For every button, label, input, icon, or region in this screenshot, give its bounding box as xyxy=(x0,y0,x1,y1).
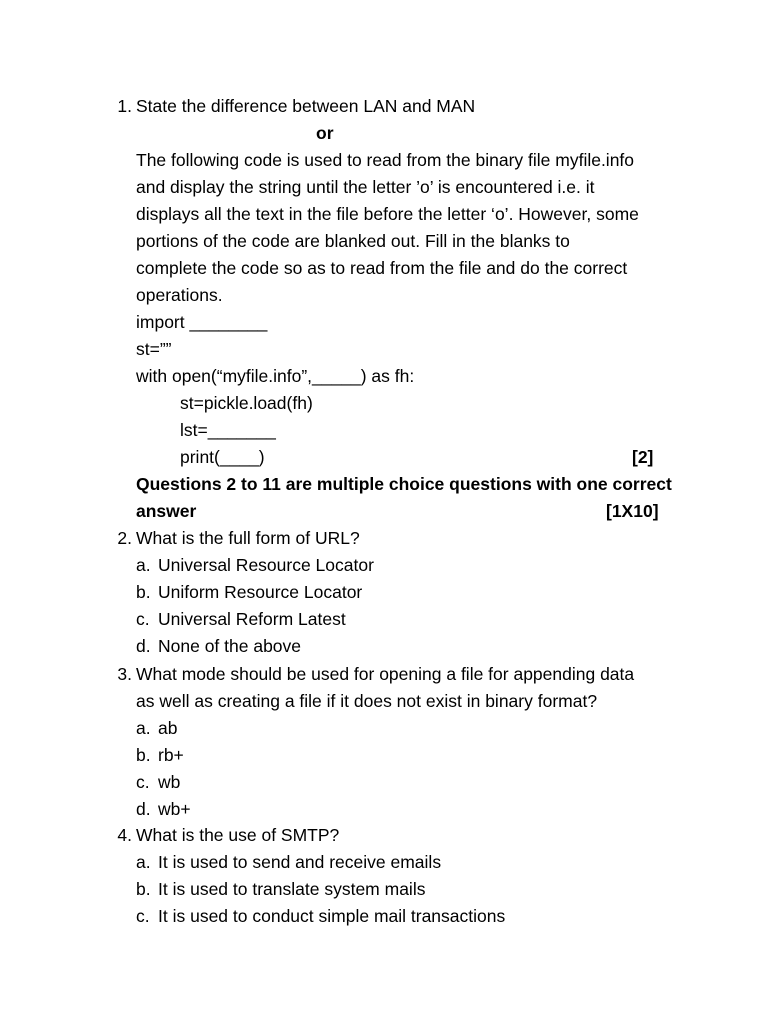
q3-question-line: as well as creating a file if it does not exist in binary format? xyxy=(136,691,598,711)
q1-code-line: import ________ xyxy=(136,312,268,332)
q1-marks: [2] xyxy=(632,447,654,467)
q1-code-line: print(____) xyxy=(180,447,265,467)
q4-option-text: It is used to translate system mails xyxy=(158,879,426,899)
q1-code-line: with open(“myfile.info”,_____) as fh: xyxy=(136,366,415,386)
q3-option-text: wb+ xyxy=(158,799,191,819)
q4-option-letter: c. xyxy=(136,906,150,926)
q1-code-line: st=pickle.load(fh) xyxy=(180,393,313,413)
mcq-header-line2: answer xyxy=(136,501,197,521)
q2-option-text: Universal Reform Latest xyxy=(158,609,346,629)
q3-option-letter: a. xyxy=(136,718,151,738)
q1-para-line: complete the code so as to read from the file and do the correct xyxy=(136,258,628,278)
q3-option-text: wb xyxy=(158,772,181,792)
q2-option-text: Uniform Resource Locator xyxy=(158,582,363,602)
q3-option-letter: c. xyxy=(136,772,150,792)
q2-option-text: Universal Resource Locator xyxy=(158,555,374,575)
q3-number: 3. xyxy=(117,664,132,684)
q1-number: 1. xyxy=(117,96,132,116)
q3-question-line: What mode should be used for opening a file for appending data xyxy=(136,664,635,684)
q4-number: 4. xyxy=(117,825,132,845)
q3-option-letter: d. xyxy=(136,799,151,819)
q3-option-letter: b. xyxy=(136,745,151,765)
q2-option-letter: b. xyxy=(136,582,151,602)
q2-number: 2. xyxy=(117,528,132,548)
q3-option-text: rb+ xyxy=(158,745,184,765)
q1-para-line: operations. xyxy=(136,285,223,305)
q1-para-line: displays all the text in the file before the letter ‘o’. However, some xyxy=(136,204,639,224)
q1-para-line: and display the string until the letter ’o’ is encountered i.e. it xyxy=(136,177,595,197)
q2-option-letter: d. xyxy=(136,636,151,656)
q1-para-line: portions of the code are blanked out. Fill in the blanks to xyxy=(136,231,570,251)
mcq-header-line1: Questions 2 to 11 are multiple choice questions with one correct xyxy=(136,474,672,494)
q2-option-text: None of the above xyxy=(158,636,302,656)
q1-code-line: st=”” xyxy=(136,339,172,359)
q4-option-letter: a. xyxy=(136,852,151,872)
q4-option-text: It is used to send and receive emails xyxy=(158,852,442,872)
q1-question: State the difference between LAN and MAN xyxy=(136,96,476,116)
q4-question: What is the use of SMTP? xyxy=(136,825,340,845)
q4-option-text: It is used to conduct simple mail transactions xyxy=(158,906,506,926)
q1-code-line: lst=_______ xyxy=(180,420,276,440)
q4-option-letter: b. xyxy=(136,879,151,899)
q2-option-letter: c. xyxy=(136,609,150,629)
q1-or: or xyxy=(316,123,334,143)
q3-option-text: ab xyxy=(158,718,178,738)
q1-para-line: The following code is used to read from the binary file myfile.info xyxy=(136,150,635,170)
mcq-header-marks: [1X10] xyxy=(606,501,659,521)
q2-option-letter: a. xyxy=(136,555,151,575)
q2-question: What is the full form of URL? xyxy=(136,528,360,548)
